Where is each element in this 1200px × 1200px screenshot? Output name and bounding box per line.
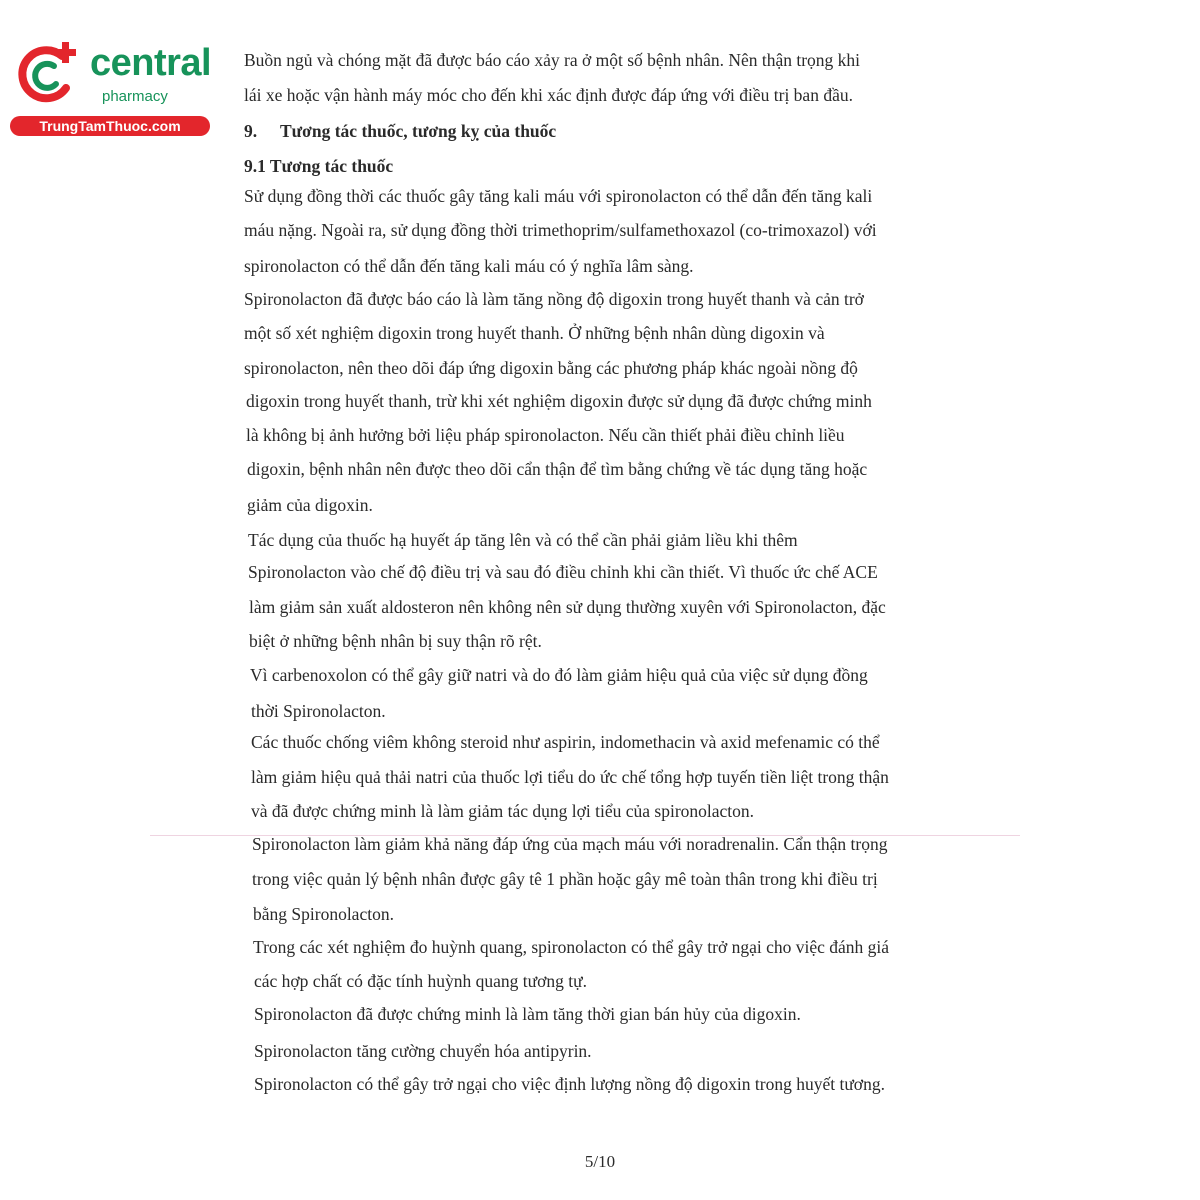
- text-line: biệt ở những bệnh nhân bị suy thận rõ rệt.: [249, 631, 542, 651]
- text-line: spironolacton, nên theo dõi đáp ứng digoxin bằng các phương pháp khác ngoài nồng độ: [244, 358, 858, 378]
- section-title: Tương tác thuốc, tương kỵ của thuốc: [280, 121, 557, 141]
- text-line: và đã được chứng minh là làm giảm tác dụng lợi tiểu của spironolacton.: [251, 801, 755, 821]
- brand-subtitle: pharmacy: [102, 88, 168, 105]
- text-line: thời Spironolacton.: [251, 701, 386, 721]
- text-line: Spironolacton vào chế độ điều trị và sau đó điều chỉnh khi cần thiết. Vì thuốc ức chế ACE: [248, 562, 878, 582]
- text-line: Buồn ngủ và chóng mặt đã được báo cáo xảy ra ở một số bệnh nhân. Nên thận trọng khi: [244, 50, 861, 70]
- text-line: Spironolacton làm giảm khả năng đáp ứng của mạch máu với noradrenalin. Cẩn thận trọng: [252, 834, 888, 854]
- text-line: một số xét nghiệm digoxin trong huyết thanh. Ở những bệnh nhân dùng digoxin và: [244, 323, 825, 343]
- text-line: làm giảm hiệu quả thải natri của thuốc lợi tiểu do ức chế tổng hợp tuyến tiền liệt trong thận: [251, 767, 889, 787]
- text-line: digoxin trong huyết thanh, trừ khi xét nghiệm digoxin được sử dụng đã được chứng minh: [246, 391, 872, 411]
- text-line: Spironolacton đã được chứng minh là làm tăng thời gian bán hủy của digoxin.: [254, 1004, 801, 1024]
- text-line: lái xe hoặc vận hành máy móc cho đến khi xác định được đáp ứng với điều trị ban đầu.: [244, 85, 853, 105]
- text-line: bằng Spironolacton.: [253, 904, 394, 924]
- text-line: các hợp chất có đặc tính huỳnh quang tương tự.: [254, 971, 587, 991]
- text-line: spironolacton có thể dẫn đến tăng kali máu có ý nghĩa lâm sàng.: [244, 256, 694, 276]
- text-line: Sử dụng đồng thời các thuốc gây tăng kali máu với spironolacton có thể dẫn đến tăng kali: [244, 186, 873, 206]
- text-line: digoxin, bệnh nhân nên được theo dõi cẩn thận để tìm bằng chứng về tác dụng tăng hoặc: [247, 459, 868, 479]
- brand-name: central: [90, 42, 212, 84]
- text-line: Vì carbenoxolon có thể gây giữ natri và do đó làm giảm hiệu quả của việc sử dụng đồng: [250, 665, 868, 685]
- text-line: trong việc quản lý bệnh nhân được gây tê 1 phần hoặc gây mê toàn thân trong khi điều trị: [252, 869, 878, 889]
- text-line: giảm của digoxin.: [247, 495, 373, 515]
- section-heading: [244, 120, 556, 142]
- page-number: 5/10: [584, 1152, 616, 1171]
- text-line: Spironolacton tăng cường chuyển hóa antipyrin.: [254, 1041, 592, 1061]
- text-line: máu nặng. Ngoài ra, sử dụng đồng thời trimethoprim/sulfamethoxazol (co-trimoxazol) với: [244, 220, 877, 240]
- text-line: Tác dụng của thuốc hạ huyết áp tăng lên và có thể cần phải giảm liều khi thêm: [248, 530, 798, 550]
- website-badge: TrungTamThuoc.com: [10, 116, 210, 136]
- text-line: Spironolacton đã được báo cáo là làm tăng nồng độ digoxin trong huyết thanh và cản trở: [244, 289, 864, 309]
- section-number: 9.: [244, 121, 258, 141]
- text-line: là không bị ảnh hưởng bởi liệu pháp spironolacton. Nếu cần thiết phải điều chỉnh liều: [246, 425, 845, 445]
- text-line: Trong các xét nghiệm đo huỳnh quang, spironolacton có thể gây trở ngại cho việc đánh giá: [253, 937, 890, 957]
- subsection-heading: 9.1 Tương tác thuốc: [244, 156, 394, 176]
- text-line: Các thuốc chống viêm không steroid như aspirin, indomethacin và axid mefenamic có thể: [251, 732, 880, 752]
- text-line: làm giảm sản xuất aldosteron nên không nên sử dụng thường xuyên với Spironolacton, đặc: [249, 597, 886, 617]
- text-line: Spironolacton có thể gây trở ngại cho việc định lượng nồng độ digoxin trong huyết tương.: [254, 1074, 885, 1094]
